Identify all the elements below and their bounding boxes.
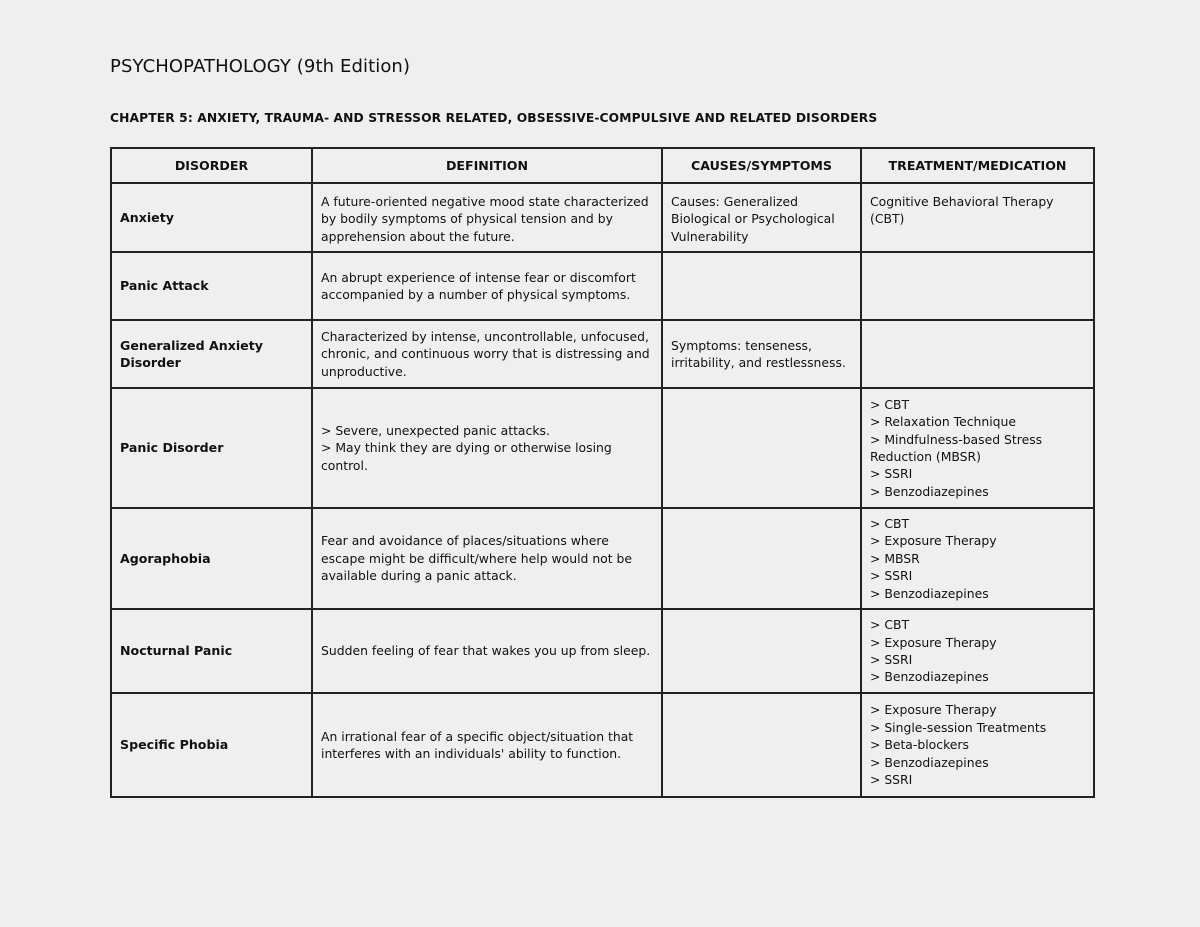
definition-cell: [312, 609, 662, 693]
treatment-line: > CBT: [870, 617, 910, 633]
causes-symptoms-cell: [662, 609, 861, 693]
treatment-line: > SSRI: [870, 652, 913, 667]
treatment-medication-cell: [861, 320, 1094, 388]
treatment-line: Cognitive Behavioral Therapy (CBT): [870, 194, 1054, 227]
disorder-name-cell: Agoraphobia: [111, 508, 312, 609]
header-causes-symptoms: CAUSES/SYMPTOMS: [662, 148, 861, 183]
causes-symptoms-cell: [662, 508, 861, 609]
treatment-line: > Relaxation Technique: [870, 414, 1017, 430]
definition-line: Fear and avoidance of places/situations where escape might be difficult/where help would not be available during a panic attack.: [321, 533, 633, 584]
definition-line: Characterized by intense, uncontrollable, unfocused, chronic, and continuous worry that is distressing and unproductive.: [321, 328, 650, 379]
causes-symptoms-cell: [662, 183, 861, 252]
treatment-medication-cell: [861, 609, 1094, 693]
treatment-line: > Single-session Treatments: [870, 719, 1047, 735]
table-header-row: [111, 148, 1094, 183]
treatment-line: > MBSR: [870, 550, 920, 566]
disorder-name-cell: Anxiety: [111, 183, 312, 252]
table-row: [111, 508, 1094, 609]
treatment-line: > Benzodiazepines: [870, 483, 989, 499]
disorder-name-cell: Generalized Anxiety Disorder: [111, 320, 312, 388]
definition-cell: [312, 252, 662, 320]
definition-cell: [312, 183, 662, 252]
table-row: [111, 183, 1094, 252]
treatment-line: > Beta-blockers: [870, 737, 969, 753]
treatment-line: > Benzodiazepines: [870, 669, 989, 685]
causes-symptoms-cell: [662, 320, 861, 388]
document-title: PSYCHOPATHOLOGY (9th Edition): [110, 56, 411, 77]
definition-cell: [312, 508, 662, 609]
disorder-name-cell: Panic Disorder: [111, 388, 312, 508]
treatment-line: > SSRI: [870, 466, 913, 482]
table-row: [111, 609, 1094, 693]
causes-symptoms-cell: [662, 252, 861, 320]
definition-cell: [312, 388, 662, 508]
causes-line: Causes: Generalized Biological or Psychological Vulnerability: [671, 194, 835, 244]
definition-line: A future-oriented negative mood state characterized by bodily symptoms of physical tension and by apprehension about the future.: [321, 194, 649, 244]
definition-line: > May think they are dying or otherwise losing control.: [321, 440, 612, 473]
header-treatment-medication: TREATMENT/MEDICATION: [861, 148, 1094, 183]
treatment-line: > Benzodiazepines: [870, 585, 989, 601]
definition-line: An irrational fear of a specific object/situation that interferes with an individuals' ability to function.: [321, 728, 634, 761]
header-definition: DEFINITION: [312, 148, 662, 183]
disorder-name-cell: Nocturnal Panic: [111, 609, 312, 693]
definition-line: > Severe, unexpected panic attacks.: [321, 422, 550, 438]
causes-symptoms-cell: [662, 388, 861, 508]
causes-symptoms-cell: [662, 693, 861, 797]
disorder-name-cell: Panic Attack: [111, 252, 312, 320]
treatment-line: > SSRI: [870, 772, 913, 788]
causes-line: Symptoms: tenseness, irritability, and restlessness.: [671, 337, 846, 370]
treatment-medication-cell: [861, 508, 1094, 609]
treatment-line: > CBT: [870, 396, 910, 412]
definition-cell: [312, 693, 662, 797]
treatment-line: > Exposure Therapy: [870, 702, 997, 718]
treatment-medication-cell: [861, 183, 1094, 252]
treatment-line: > SSRI: [870, 568, 913, 584]
chapter-title: CHAPTER 5: ANXIETY, TRAUMA- AND STRESSOR RELATED, OBSESSIVE-COMPULSIVE AND RELATED DISORDERS: [110, 111, 878, 125]
table-row: [111, 252, 1094, 320]
definition-line: Sudden feeling of fear that wakes you up from sleep.: [321, 643, 651, 659]
treatment-line: > Exposure Therapy: [870, 634, 997, 650]
treatment-line: > CBT: [870, 515, 910, 531]
definition-cell: [312, 320, 662, 388]
treatment-medication-cell: [861, 693, 1094, 797]
treatment-line: > Mindfulness-based Stress Reduction (MBSR): [870, 431, 1043, 464]
treatment-line: > Exposure Therapy: [870, 533, 997, 549]
table-row: [111, 320, 1094, 388]
disorder-name-cell: Specific Phobia: [111, 693, 312, 797]
table-body: [111, 183, 1094, 797]
treatment-medication-cell: [861, 388, 1094, 508]
treatment-medication-cell: [861, 252, 1094, 320]
table-row: [111, 388, 1094, 508]
treatment-line: > Benzodiazepines: [870, 754, 989, 770]
disorders-table: [110, 147, 1095, 798]
table-row: [111, 693, 1094, 797]
definition-line: An abrupt experience of intense fear or discomfort accompanied by a number of physical symptoms.: [321, 269, 636, 302]
header-disorder: DISORDER: [111, 148, 312, 183]
